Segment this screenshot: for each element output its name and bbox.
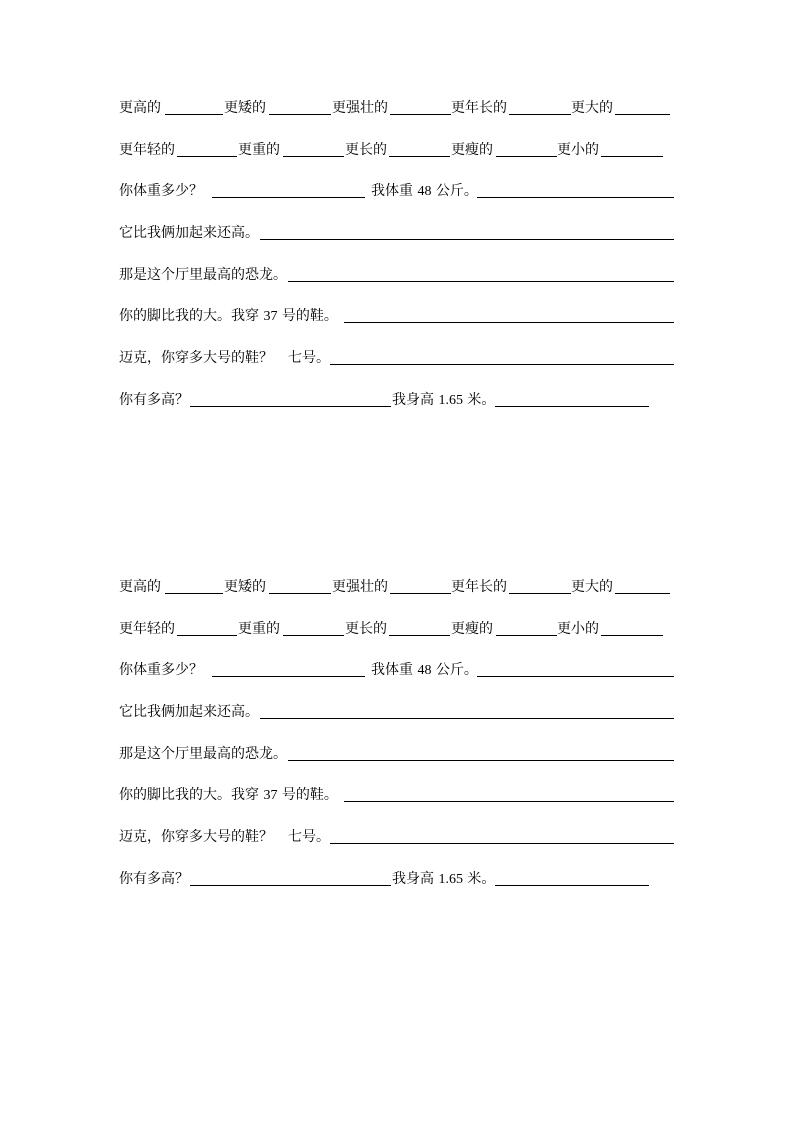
answer-blank[interactable] <box>190 885 391 886</box>
answer-blank[interactable] <box>496 635 557 636</box>
question-text: 它比我俩加起来还高。 <box>119 225 259 241</box>
word-label: 更重的 <box>238 621 280 637</box>
word-label: 更大的 <box>571 100 613 116</box>
question-text: 那是这个厅里最高的恐龙。 <box>119 267 287 283</box>
answer-blank[interactable] <box>190 406 391 407</box>
question-text: 你体重多少？ <box>119 183 203 199</box>
question-2 <box>0 221 794 245</box>
answer-blank[interactable] <box>495 885 649 886</box>
word-label: 更小的 <box>557 621 599 637</box>
question-1 <box>0 658 794 682</box>
answer-blank[interactable] <box>496 156 557 157</box>
answer-blank[interactable] <box>477 676 674 677</box>
question-6 <box>0 867 794 891</box>
answer-text: 七号。 <box>288 829 330 845</box>
answer-text: 我体重 48 公斤。 <box>371 183 478 199</box>
answer-blank[interactable] <box>269 593 331 594</box>
answer-blank[interactable] <box>477 197 674 198</box>
word-label: 更高的 <box>119 100 161 116</box>
answer-blank[interactable] <box>165 114 223 115</box>
word-label: 更强壮的 <box>332 579 388 595</box>
question-text: 迈克，你穿多大号的鞋？ <box>119 350 273 366</box>
answer-blank[interactable] <box>601 156 663 157</box>
word-label: 更瘦的 <box>451 621 493 637</box>
word-label: 更重的 <box>238 142 280 158</box>
word-label: 更大的 <box>571 579 613 595</box>
question-text: 你有多高？ <box>119 871 189 887</box>
answer-text: 我体重 48 公斤。 <box>371 662 478 678</box>
question-6 <box>0 388 794 412</box>
word-label: 更年轻的 <box>119 142 175 158</box>
answer-blank[interactable] <box>212 197 365 198</box>
answer-blank[interactable] <box>495 406 649 407</box>
comparatives-row-1 <box>0 96 794 120</box>
answer-blank[interactable] <box>283 156 344 157</box>
answer-text: 七号。 <box>288 350 330 366</box>
answer-blank[interactable] <box>330 364 674 365</box>
answer-text: 我身高 1.65 米。 <box>392 871 496 887</box>
question-5 <box>0 346 794 370</box>
word-label: 更小的 <box>557 142 599 158</box>
word-label: 更长的 <box>345 621 387 637</box>
answer-blank[interactable] <box>283 635 344 636</box>
answer-blank[interactable] <box>288 760 674 761</box>
answer-blank[interactable] <box>260 718 674 719</box>
answer-blank[interactable] <box>601 635 663 636</box>
word-label: 更矮的 <box>224 579 266 595</box>
answer-blank[interactable] <box>212 676 365 677</box>
comparatives-row-2 <box>0 138 794 162</box>
answer-text: 我身高 1.65 米。 <box>392 392 496 408</box>
question-1 <box>0 179 794 203</box>
word-label: 更瘦的 <box>451 142 493 158</box>
question-text: 你体重多少？ <box>119 662 203 678</box>
comparatives-row-1 <box>0 575 794 599</box>
answer-blank[interactable] <box>177 156 237 157</box>
answer-blank[interactable] <box>165 593 223 594</box>
answer-blank[interactable] <box>330 843 674 844</box>
answer-blank[interactable] <box>344 322 674 323</box>
word-label: 更强壮的 <box>332 100 388 116</box>
word-label: 更年长的 <box>451 579 507 595</box>
word-label: 更年长的 <box>451 100 507 116</box>
answer-blank[interactable] <box>260 239 674 240</box>
question-3 <box>0 263 794 287</box>
word-label: 更矮的 <box>224 100 266 116</box>
word-label: 更长的 <box>345 142 387 158</box>
answer-blank[interactable] <box>390 114 451 115</box>
answer-blank[interactable] <box>615 114 670 115</box>
answer-blank[interactable] <box>509 114 571 115</box>
question-text: 迈克，你穿多大号的鞋？ <box>119 829 273 845</box>
answer-blank[interactable] <box>615 593 670 594</box>
question-text: 那是这个厅里最高的恐龙。 <box>119 746 287 762</box>
answer-blank[interactable] <box>344 801 674 802</box>
question-text: 它比我俩加起来还高。 <box>119 704 259 720</box>
question-3 <box>0 742 794 766</box>
word-label: 更年轻的 <box>119 621 175 637</box>
answer-blank[interactable] <box>390 593 451 594</box>
question-4 <box>0 783 794 807</box>
question-2 <box>0 700 794 724</box>
answer-blank[interactable] <box>288 281 674 282</box>
answer-blank[interactable] <box>269 114 331 115</box>
answer-blank[interactable] <box>389 635 450 636</box>
question-text: 你的脚比我的大。我穿 37 号的鞋。 <box>119 787 338 803</box>
answer-blank[interactable] <box>177 635 237 636</box>
answer-blank[interactable] <box>509 593 571 594</box>
question-text: 你有多高？ <box>119 392 189 408</box>
question-text: 你的脚比我的大。我穿 37 号的鞋。 <box>119 308 338 324</box>
comparatives-row-2 <box>0 617 794 641</box>
word-label: 更高的 <box>119 579 161 595</box>
question-5 <box>0 825 794 849</box>
question-4 <box>0 304 794 328</box>
answer-blank[interactable] <box>389 156 450 157</box>
